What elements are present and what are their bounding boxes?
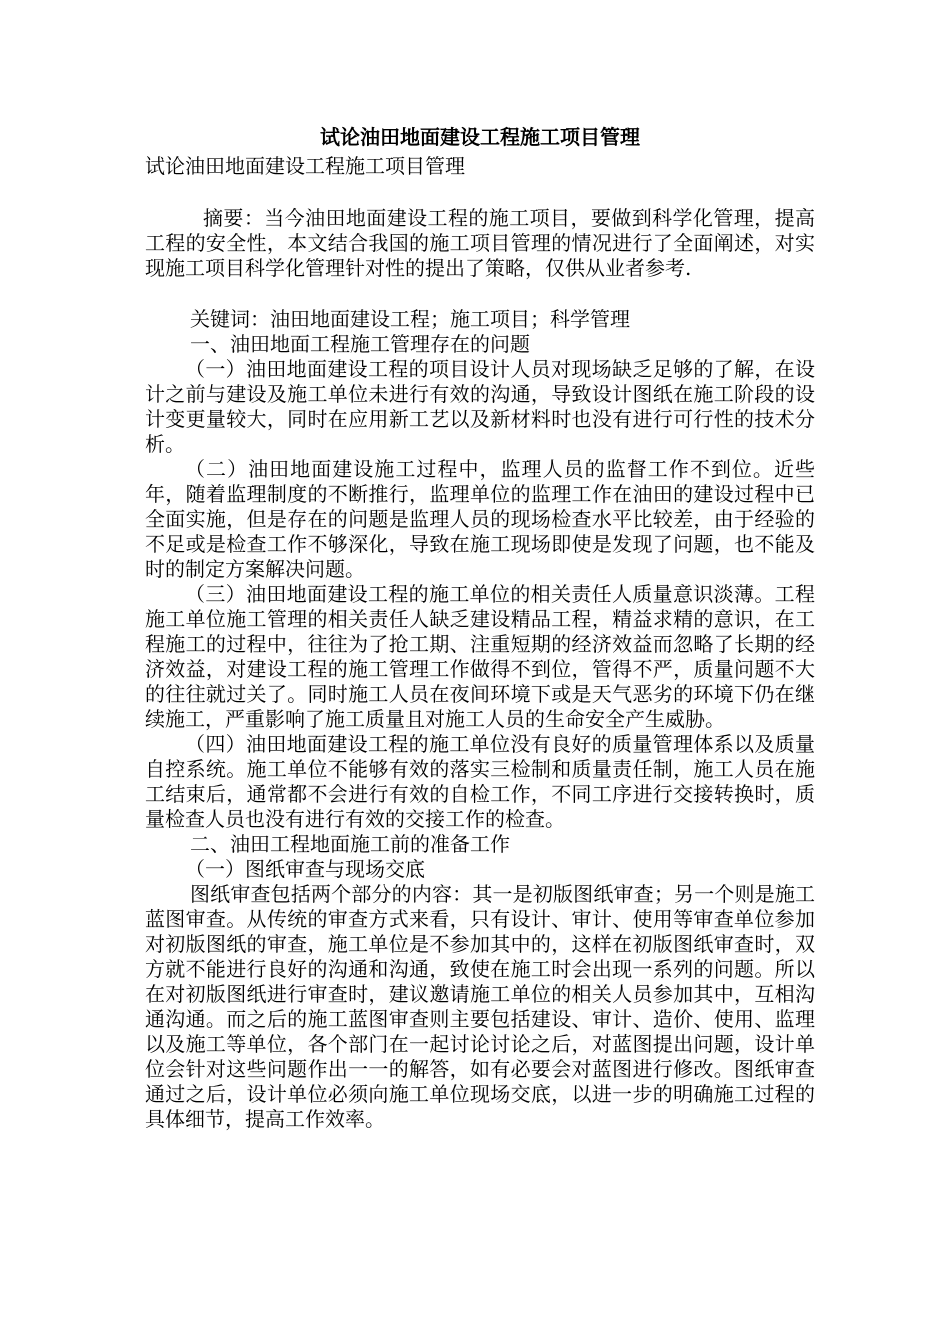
document-subtitle: 试论油田地面建设工程施工项目管理 [145,154,465,178]
subsection-heading-2-1: （一）图纸审查与现场交底 [185,857,425,881]
document-title: 试论油田地面建设工程施工项目管理 [320,125,640,149]
section-heading-2: 二、油田工程地面施工前的准备工作 [190,832,510,856]
blank-line [145,281,815,307]
abstract-paragraph: 摘要：当今油田地面建设工程的施工项目，要做到科学化管理，提高工程的安全性，本文结合我国的施工项目管理的情况进行了全面阐述，对实现施工项目科学化管理针对性的提出了策略，仅供从业者参考. [145,206,815,280]
paragraph-2: （二）油田地面建设施工过程中，监理人员的监督工作不到位。近些年，随着监理制度的不断推行，监理单位的监理工作在油田的建设过程中已全面实施，但是存在的问题是监理人员的现场检查水平比较差，由于经验的不足或是检查工作不够深化，导致在施工现场即使是发现了问题，也不能及时的制定方案解决问题。 [145,457,815,581]
blank-line [145,180,815,206]
paragraph-4: （四）油田地面建设工程的施工单位没有良好的质量管理体系以及质量自控系统。施工单位不能够有效的落实三检制和质量责任制，施工人员在施工结束后，通常都不会进行有效的自检工作，不同工序进行交接转换时，质量检查人员也没有进行有效的交接工作的检查。 [145,732,815,831]
paragraph-3: （三）油田地面建设工程的施工单位的相关责任人质量意识淡薄。工程施工单位施工管理的相关责任人缺乏建设精品工程，精益求精的意识，在工程施工的过程中，往往为了抢工期、注重短期的经济效益而忽略了长期的经济效益，对建设工程的施工管理工作做得不到位，管得不严，质量问题不大的往往就过关了。同时施工人员在夜间环境下或是天气恶劣的环境下仍在继续施工，严重影响了施工质量且对施工人员的生命安全产生威胁。 [145,582,815,731]
document-body [145,122,815,1132]
paragraph-1: （一）油田地面建设工程的项目设计人员对现场缺乏足够的了解，在设计之前与建设及施工单位未进行有效的沟通，导致设计图纸在施工阶段的设计变更量较大，同时在应用新工艺以及新材料时也没有进行可行性的技术分析。 [145,357,815,456]
keywords-line: 关键词：油田地面建设工程；施工项目；科学管理 [190,307,630,331]
section-heading-1: 一、油田地面工程施工管理存在的问题 [190,332,530,356]
paragraph-5: 图纸审查包括两个部分的内容：其一是初版图纸审查；另一个则是施工蓝图审查。从传统的审查方式来看，只有设计、审计、使用等审查单位参加对初版图纸的审查，施工单位是不参加其中的，这样在初版图纸审查时，双方就不能进行良好的沟通和沟通，致使在施工时会出现一系列的问题。所以在对初版图纸进行审查时，建议邀请施工单位的相关人员参加其中，互相沟通沟通。而之后的施工蓝图审查则主要包括建设、审计、造价、使用、监理以及施工等单位，各个部门在一起讨论讨论之后，对蓝图提出问题，设计单位会针对这些问题作出一一的解答，如有必要会对蓝图进行修改。图纸审查通过之后，设计单位必须向施工单位现场交底，以进一步的明确施工过程的具体细节，提高工作效率。 [145,882,815,1131]
